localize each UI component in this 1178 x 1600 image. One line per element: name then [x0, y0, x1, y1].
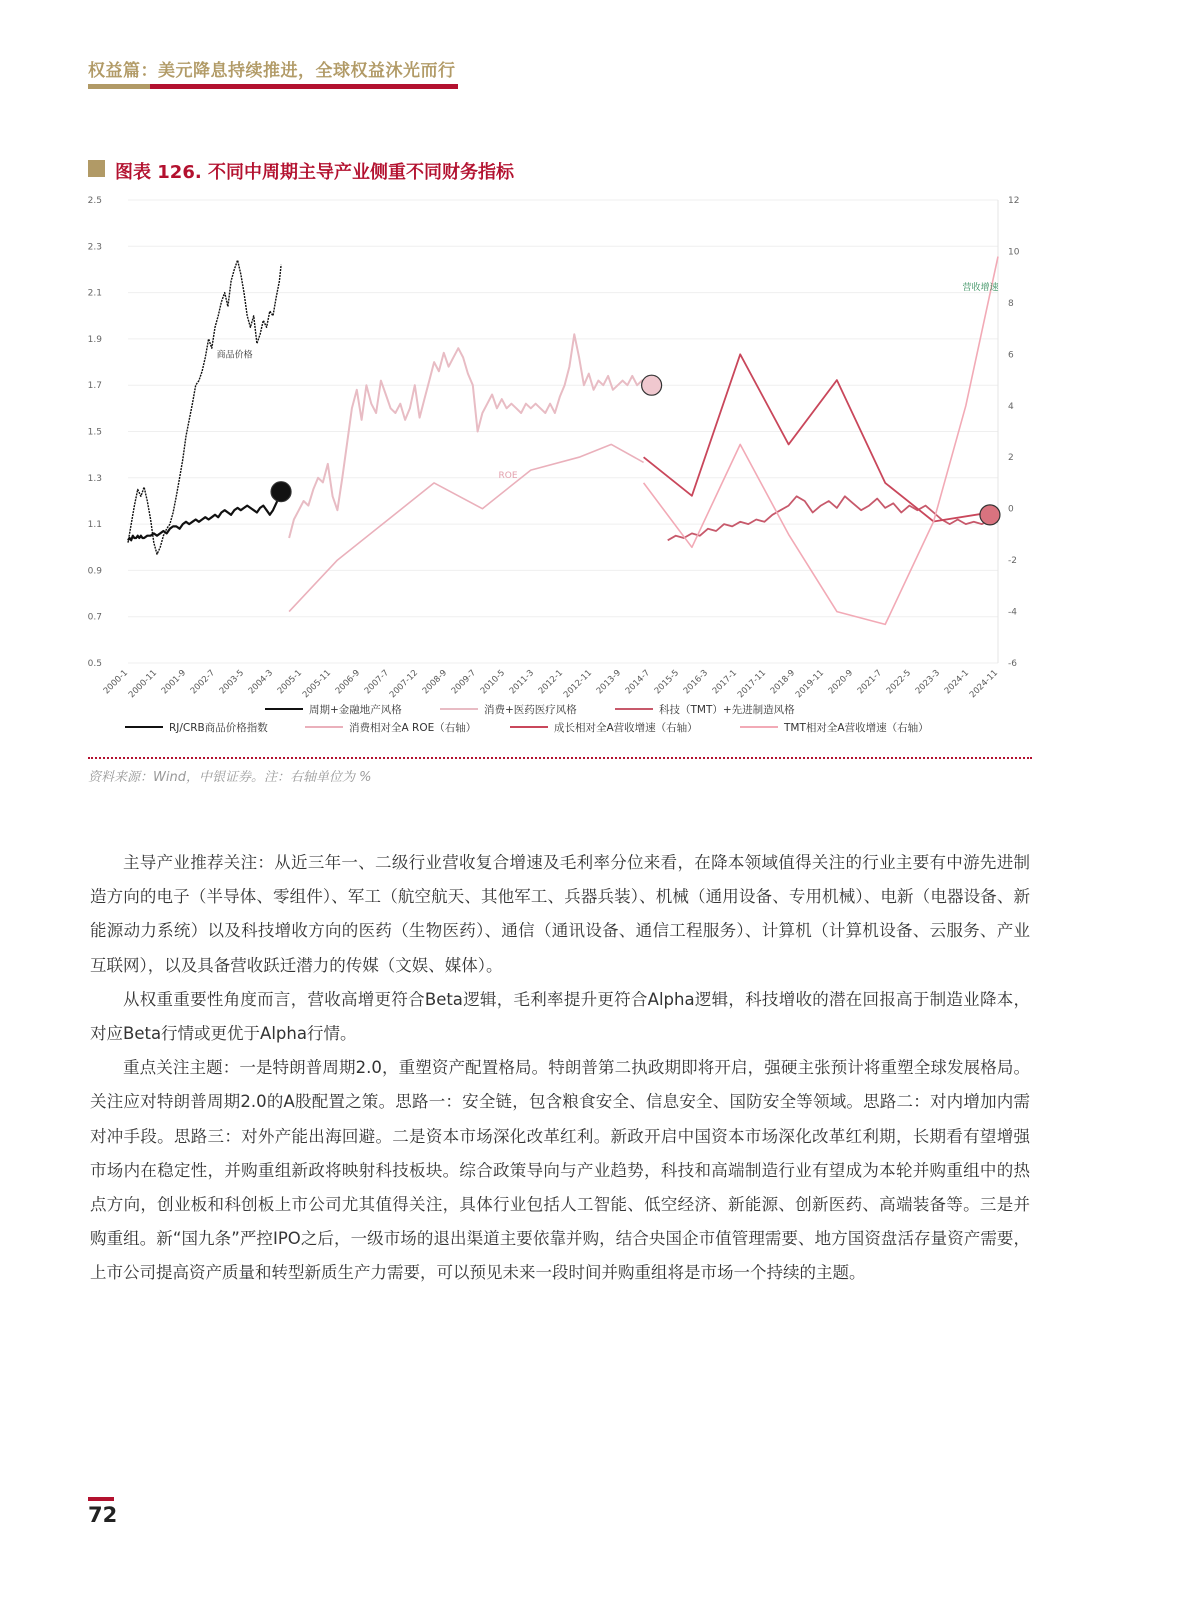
right-tick-label: -4 — [1008, 607, 1017, 618]
figure-title: 图表 126. 不同中周期主导产业侧重不同财务指标 — [115, 162, 514, 183]
body-paragraph: 从权重重要性角度而言，营收高增更符合Beta逻辑，毛利率提升更符合Alpha逻辑，科技增收的潜在回报高于制造业降本，对应Beta行情或更优于Alpha行情。 — [90, 989, 1030, 1044]
legend-label: 科技（TMT）+先进制造风格 — [659, 704, 795, 716]
right-tick-label: 10 — [1008, 247, 1020, 258]
right-tick-label: -2 — [1008, 556, 1017, 567]
x-tick-label: 2010-5 — [478, 668, 508, 697]
x-tick-label: 2011-3 — [507, 668, 537, 697]
chart-gridlines — [128, 200, 998, 663]
body-paragraph: 主导产业推荐关注：从近三年一、二级行业营收复合增速及毛利率分位来看，在降本领域值得关注的行业主要有中游先进制造方向的电子（半导体、零组件）、军工（航空航天、其他军工、兵器兵装）、机械（通用设备、专用机械）、电新（电器设备、新能源动力系统）以及科技增收方向的医药（生物医药）、通信（通讯设备、通信工程服务）、计算机（计算机设备、云服务、产业互联网），以及具备营收跃迁潜力的传媒（文娱、媒体）。 — [90, 853, 1030, 975]
header-bar-gold — [88, 84, 150, 89]
figure-title-marker — [88, 160, 105, 177]
left-tick-label: 1.9 — [87, 334, 102, 345]
x-tick-label: 2015-5 — [652, 668, 682, 697]
left-tick-label: 2.1 — [87, 288, 102, 299]
left-tick-label: 1.7 — [87, 381, 102, 392]
figure-source: 资料来源：Wind，中银证券。注：右轴单位为 % — [88, 770, 372, 785]
left-tick-label: 0.7 — [87, 612, 102, 623]
x-tick-label: 2003-5 — [217, 668, 247, 697]
x-tick-label: 2002-7 — [188, 668, 218, 697]
end-marker-2 — [980, 505, 1000, 525]
body-text — [90, 846, 1030, 1291]
legend-label: TMT相对全A营收增速（右轴） — [784, 722, 929, 734]
header-bar-red — [150, 84, 458, 89]
series-line-4 — [289, 444, 643, 611]
figure-divider — [88, 757, 1032, 759]
x-tick-label: 2009-7 — [449, 668, 479, 697]
x-tick-label: 2005-1 — [275, 668, 305, 697]
right-tick-label: 8 — [1008, 298, 1014, 309]
legend-label: RJ/CRB商品价格指数 — [169, 722, 268, 734]
x-tick-label: 2022-5 — [884, 668, 914, 697]
right-tick-label: 4 — [1008, 401, 1014, 412]
body-paragraph: 重点关注主题：一是特朗普周期2.0，重塑资产配置格局。特朗普第二执政期即将开启，强硬主张预计将重塑全球发展格局。关注应对特朗普周期2.0的A股配置之策。思路一：安全链，包含粮食安全、信息安全、国防安全等领域。思路二：对内增加内需对冲手段。思路三：对外产能出海回避。二是资本市场深化改革红利。新政开启中国资本市场深化改革红利期，长期看有望增强市场内在稳定性，并购重组新政将映射科技板块。综合政策导向与产业趋势，科技和高端制造行业有望成为本轮并购重组中的热点方向，创业板和科创板上市公司尤其值得关注，具体行业包括人工智能、低空经济、新能源、创新医药、高端装备等。三是并购重组。新“国九条”严控IPO之后，一级市场的退出渠道主要依靠并购，结合央国企市值管理需要、地方国资盘活存量资产需要，上市公司提高资产质量和转型新质生产力需要，可以预见未来一段时间并购重组将是市场一个持续的主题。 — [90, 1058, 1030, 1283]
left-tick-label: 2.5 — [87, 196, 102, 206]
right-tick-label: 2 — [1008, 453, 1014, 464]
x-tick-label: 2013-9 — [594, 668, 624, 697]
x-tick-label: 2001-9 — [159, 668, 189, 697]
x-tick-label: 2000-11 — [126, 668, 160, 701]
x-tick-label: 2000-1 — [101, 668, 131, 697]
x-tick-label: 2021-7 — [855, 668, 885, 697]
series-line-2 — [289, 334, 651, 538]
right-tick-label: 0 — [1008, 504, 1014, 515]
legend-label: 周期+金融地产风格 — [309, 704, 402, 716]
chart-end-markers — [271, 375, 1000, 525]
right-tick-label: 12 — [1008, 196, 1020, 206]
series-line-6 — [644, 257, 998, 625]
x-tick-label: 2014-7 — [623, 668, 653, 697]
left-tick-label: 0.5 — [87, 659, 102, 669]
x-tick-label: 2018-9 — [768, 668, 798, 697]
x-tick-label: 2007-12 — [387, 668, 421, 701]
left-axis-ticks — [88, 196, 103, 669]
left-tick-label: 1.1 — [87, 520, 102, 531]
x-tick-label: 2012-11 — [561, 668, 595, 701]
x-tick-label: 2007-7 — [362, 668, 392, 697]
left-tick-label: 0.9 — [87, 566, 102, 577]
chart-series — [128, 257, 998, 625]
chart-annotations — [217, 281, 999, 481]
right-tick-label: 6 — [1008, 350, 1014, 361]
x-tick-label: 2008-9 — [420, 668, 450, 697]
x-tick-label: 2017-11 — [735, 668, 769, 701]
series-line-0 — [128, 492, 281, 541]
left-tick-label: 1.5 — [87, 427, 102, 438]
x-tick-label: 2004-3 — [246, 668, 276, 697]
x-tick-label: 2024-1 — [942, 668, 972, 697]
right-axis-ticks — [1008, 196, 1020, 669]
chart-legend — [125, 703, 929, 734]
x-tick-label: 2024-11 — [967, 668, 1001, 701]
legend-label: 消费相对全A ROE（右轴） — [349, 722, 477, 734]
chart — [80, 190, 1040, 750]
x-tick-label: 2012-1 — [536, 668, 566, 697]
series-line-5 — [644, 354, 982, 521]
right-tick-label: -6 — [1008, 659, 1017, 669]
x-tick-label: 2023-3 — [913, 668, 943, 697]
end-marker-1 — [642, 375, 662, 395]
left-tick-label: 1.3 — [87, 473, 102, 484]
left-tick-label: 2.3 — [87, 242, 102, 253]
x-tick-label: 2005-11 — [300, 668, 334, 701]
page-number: 72 — [88, 1503, 118, 1527]
header-title: 权益篇：美元降息持续推进，全球权益沐光而行 — [88, 61, 456, 81]
end-marker-0 — [271, 482, 291, 502]
chart-annotation: 营收增速 — [962, 283, 999, 294]
chart-annotation: 商品价格 — [216, 350, 253, 361]
legend-label: 成长相对全A营收增速（右轴） — [554, 722, 698, 734]
page-number-bar — [88, 1497, 114, 1501]
x-tick-label: 2019-11 — [793, 668, 827, 701]
legend-label: 消费+医药医疗风格 — [484, 704, 577, 716]
chart-annotation: ROE — [498, 470, 518, 481]
x-tick-label: 2017-1 — [710, 668, 740, 697]
x-tick-label: 2020-9 — [826, 668, 856, 697]
x-axis-ticks — [102, 668, 1000, 700]
x-tick-label: 2006-9 — [333, 668, 363, 697]
x-tick-label: 2016-3 — [681, 668, 711, 697]
